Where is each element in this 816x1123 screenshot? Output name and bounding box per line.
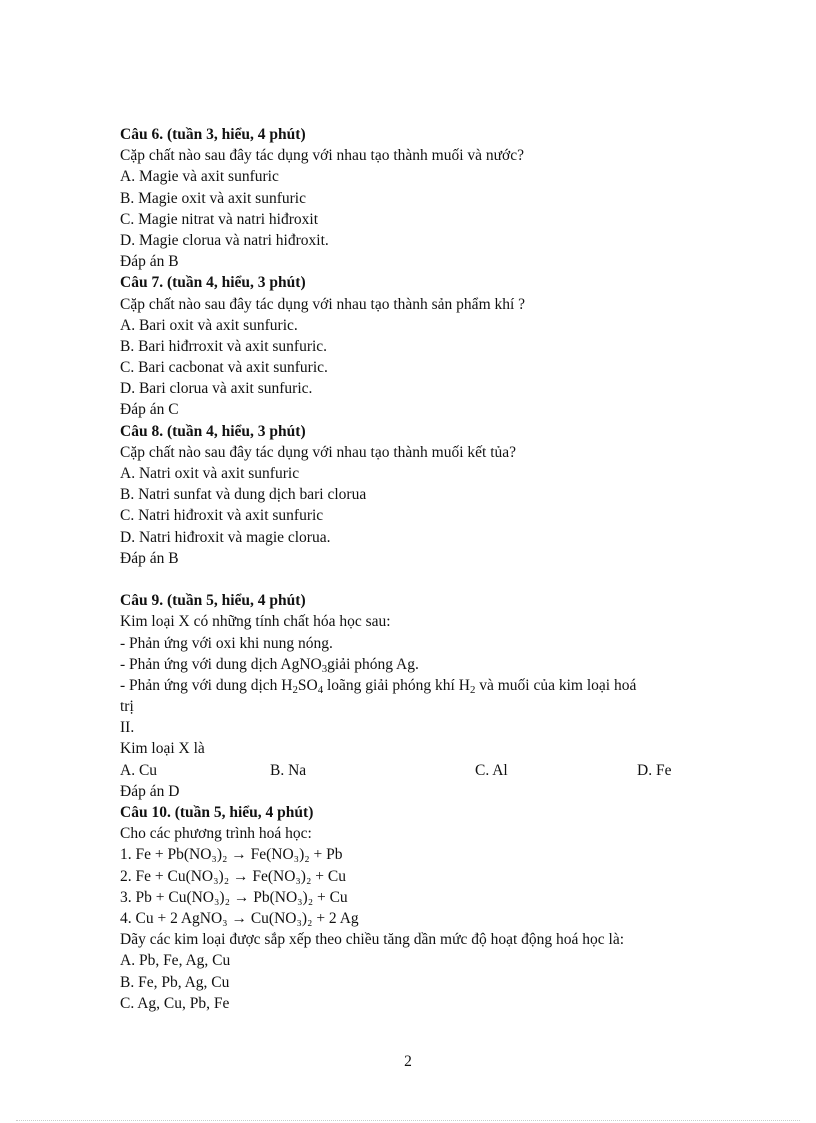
question-9-stem: Kim loại X là <box>120 740 205 758</box>
property-3-text: và muối của kim loại hoá <box>475 676 637 694</box>
question-8-option-a: A. Natri oxit và axit sunfuric <box>120 465 300 482</box>
spacer <box>120 569 700 590</box>
question-9-property-3-cont: trị <box>120 698 134 716</box>
question-7-option-c: C. Bari cacbonat và axit sunfuric. <box>120 359 328 377</box>
question-9-intro: Kim loại X có những tính chất hóa học sau: <box>120 613 391 631</box>
question-10-stem: Dãy các kim loại được sắp xếp theo chiều tăng dần mức độ hoạt động hoá học là: <box>120 931 625 949</box>
subscript: 4 <box>317 683 324 696</box>
equation-4: 4. Cu + 2 AgNO₃ → Cu(NO₃)₂ + 2 Ag <box>120 909 359 927</box>
question-9-property-2 <box>120 654 700 675</box>
page-bottom-divider <box>16 1120 800 1121</box>
property-2-text: - Phản ứng với dung dịch AgNO <box>120 655 322 673</box>
question-6-option-a: A. Magie và axit sunfuric <box>120 168 279 186</box>
question-8-answer: Đáp án B <box>120 549 179 567</box>
property-3-text: SO <box>297 676 318 694</box>
question-9-option-d: D. Fe <box>637 761 672 779</box>
question-10-option-b: B. Fe, Pb, Ag, Cu <box>120 973 230 991</box>
question-7-text: Cặp chất nào sau đây tác dụng với nhau tạo thành sản phẩm khí ? <box>120 295 526 313</box>
question-7-option-d: D. Bari clorua và axit sunfuric. <box>120 380 313 398</box>
property-2-text-end: giải phóng Ag. <box>327 655 419 673</box>
page-content <box>120 124 700 1014</box>
question-7-option-a: A. Bari oxit và axit sunfuric. <box>120 316 298 334</box>
question-9-property-3 <box>120 675 700 696</box>
question-6-option-d: D. Magie clorua và natri hiđroxit. <box>120 231 329 249</box>
page-number: 2 <box>404 1053 412 1070</box>
question-9-option-c: C. Al <box>475 761 508 779</box>
question-7-answer: Đáp án C <box>120 401 179 419</box>
question-8-option-c: C. Natri hiđroxit và axit sunfuric <box>120 507 324 525</box>
question-9-title: Câu 9. (tuần 5, hiểu, 4 phút) <box>120 592 306 610</box>
question-10-option-a: A. Pb, Fe, Ag, Cu <box>120 952 231 970</box>
property-3-text: loãng giải phóng khí H <box>323 676 470 694</box>
question-9-options <box>120 760 700 781</box>
question-6-answer: Đáp án B <box>120 253 179 271</box>
question-9-property-3-cont2: II. <box>120 719 135 737</box>
subscript: 2 <box>469 683 476 696</box>
question-8-option-b: B. Natri sunfat và dung dịch bari clorua <box>120 486 367 504</box>
question-7-title: Câu 7. (tuần 4, hiểu, 3 phút) <box>120 274 306 292</box>
question-8-title: Câu 8. (tuần 4, hiểu, 3 phút) <box>120 422 306 440</box>
question-6-option-b: B. Magie oxit và axit sunfuric <box>120 189 306 207</box>
question-8-option-d: D. Natri hiđroxit và magie clorua. <box>120 528 331 546</box>
question-9-option-a: A. Cu <box>120 761 158 779</box>
question-10-option-c: C. Ag, Cu, Pb, Fe <box>120 994 230 1012</box>
subscript: 3 <box>321 662 328 675</box>
question-8-text: Cặp chất nào sau đây tác dụng với nhau tạo thành muối kết tủa? <box>120 443 517 461</box>
question-7-option-b: B. Bari hiđrroxit và axit sunfuric. <box>120 337 328 355</box>
question-9-property-1: - Phản ứng với oxi khi nung nóng. <box>120 634 333 652</box>
equation-2: 2. Fe + Cu(NO₃)₂ → Fe(NO₃)₂ + Cu <box>120 867 346 885</box>
equation-3: 3. Pb + Cu(NO₃)₂ → Pb(NO₃)₂ + Cu <box>120 888 348 906</box>
question-6-option-c: C. Magie nitrat và natri hiđroxit <box>120 210 319 228</box>
property-3-text: - Phản ứng với dung dịch H <box>120 676 293 694</box>
question-9-option-b: B. Na <box>270 761 307 779</box>
question-10-intro: Cho các phương trình hoá học: <box>120 825 312 843</box>
question-10-title: Câu 10. (tuần 5, hiểu, 4 phút) <box>120 804 314 821</box>
subscript: 2 <box>292 683 298 696</box>
question-6-title: Câu 6. (tuần 3, hiểu, 4 phút) <box>120 126 306 143</box>
question-9-answer: Đáp án D <box>120 782 180 800</box>
question-6-text: Cặp chất nào sau đây tác dụng với nhau tạo thành muối và nước? <box>120 147 524 165</box>
equation-1: 1. Fe + Pb(NO₃)₂ → Fe(NO₃)₂ + Pb <box>120 846 343 864</box>
